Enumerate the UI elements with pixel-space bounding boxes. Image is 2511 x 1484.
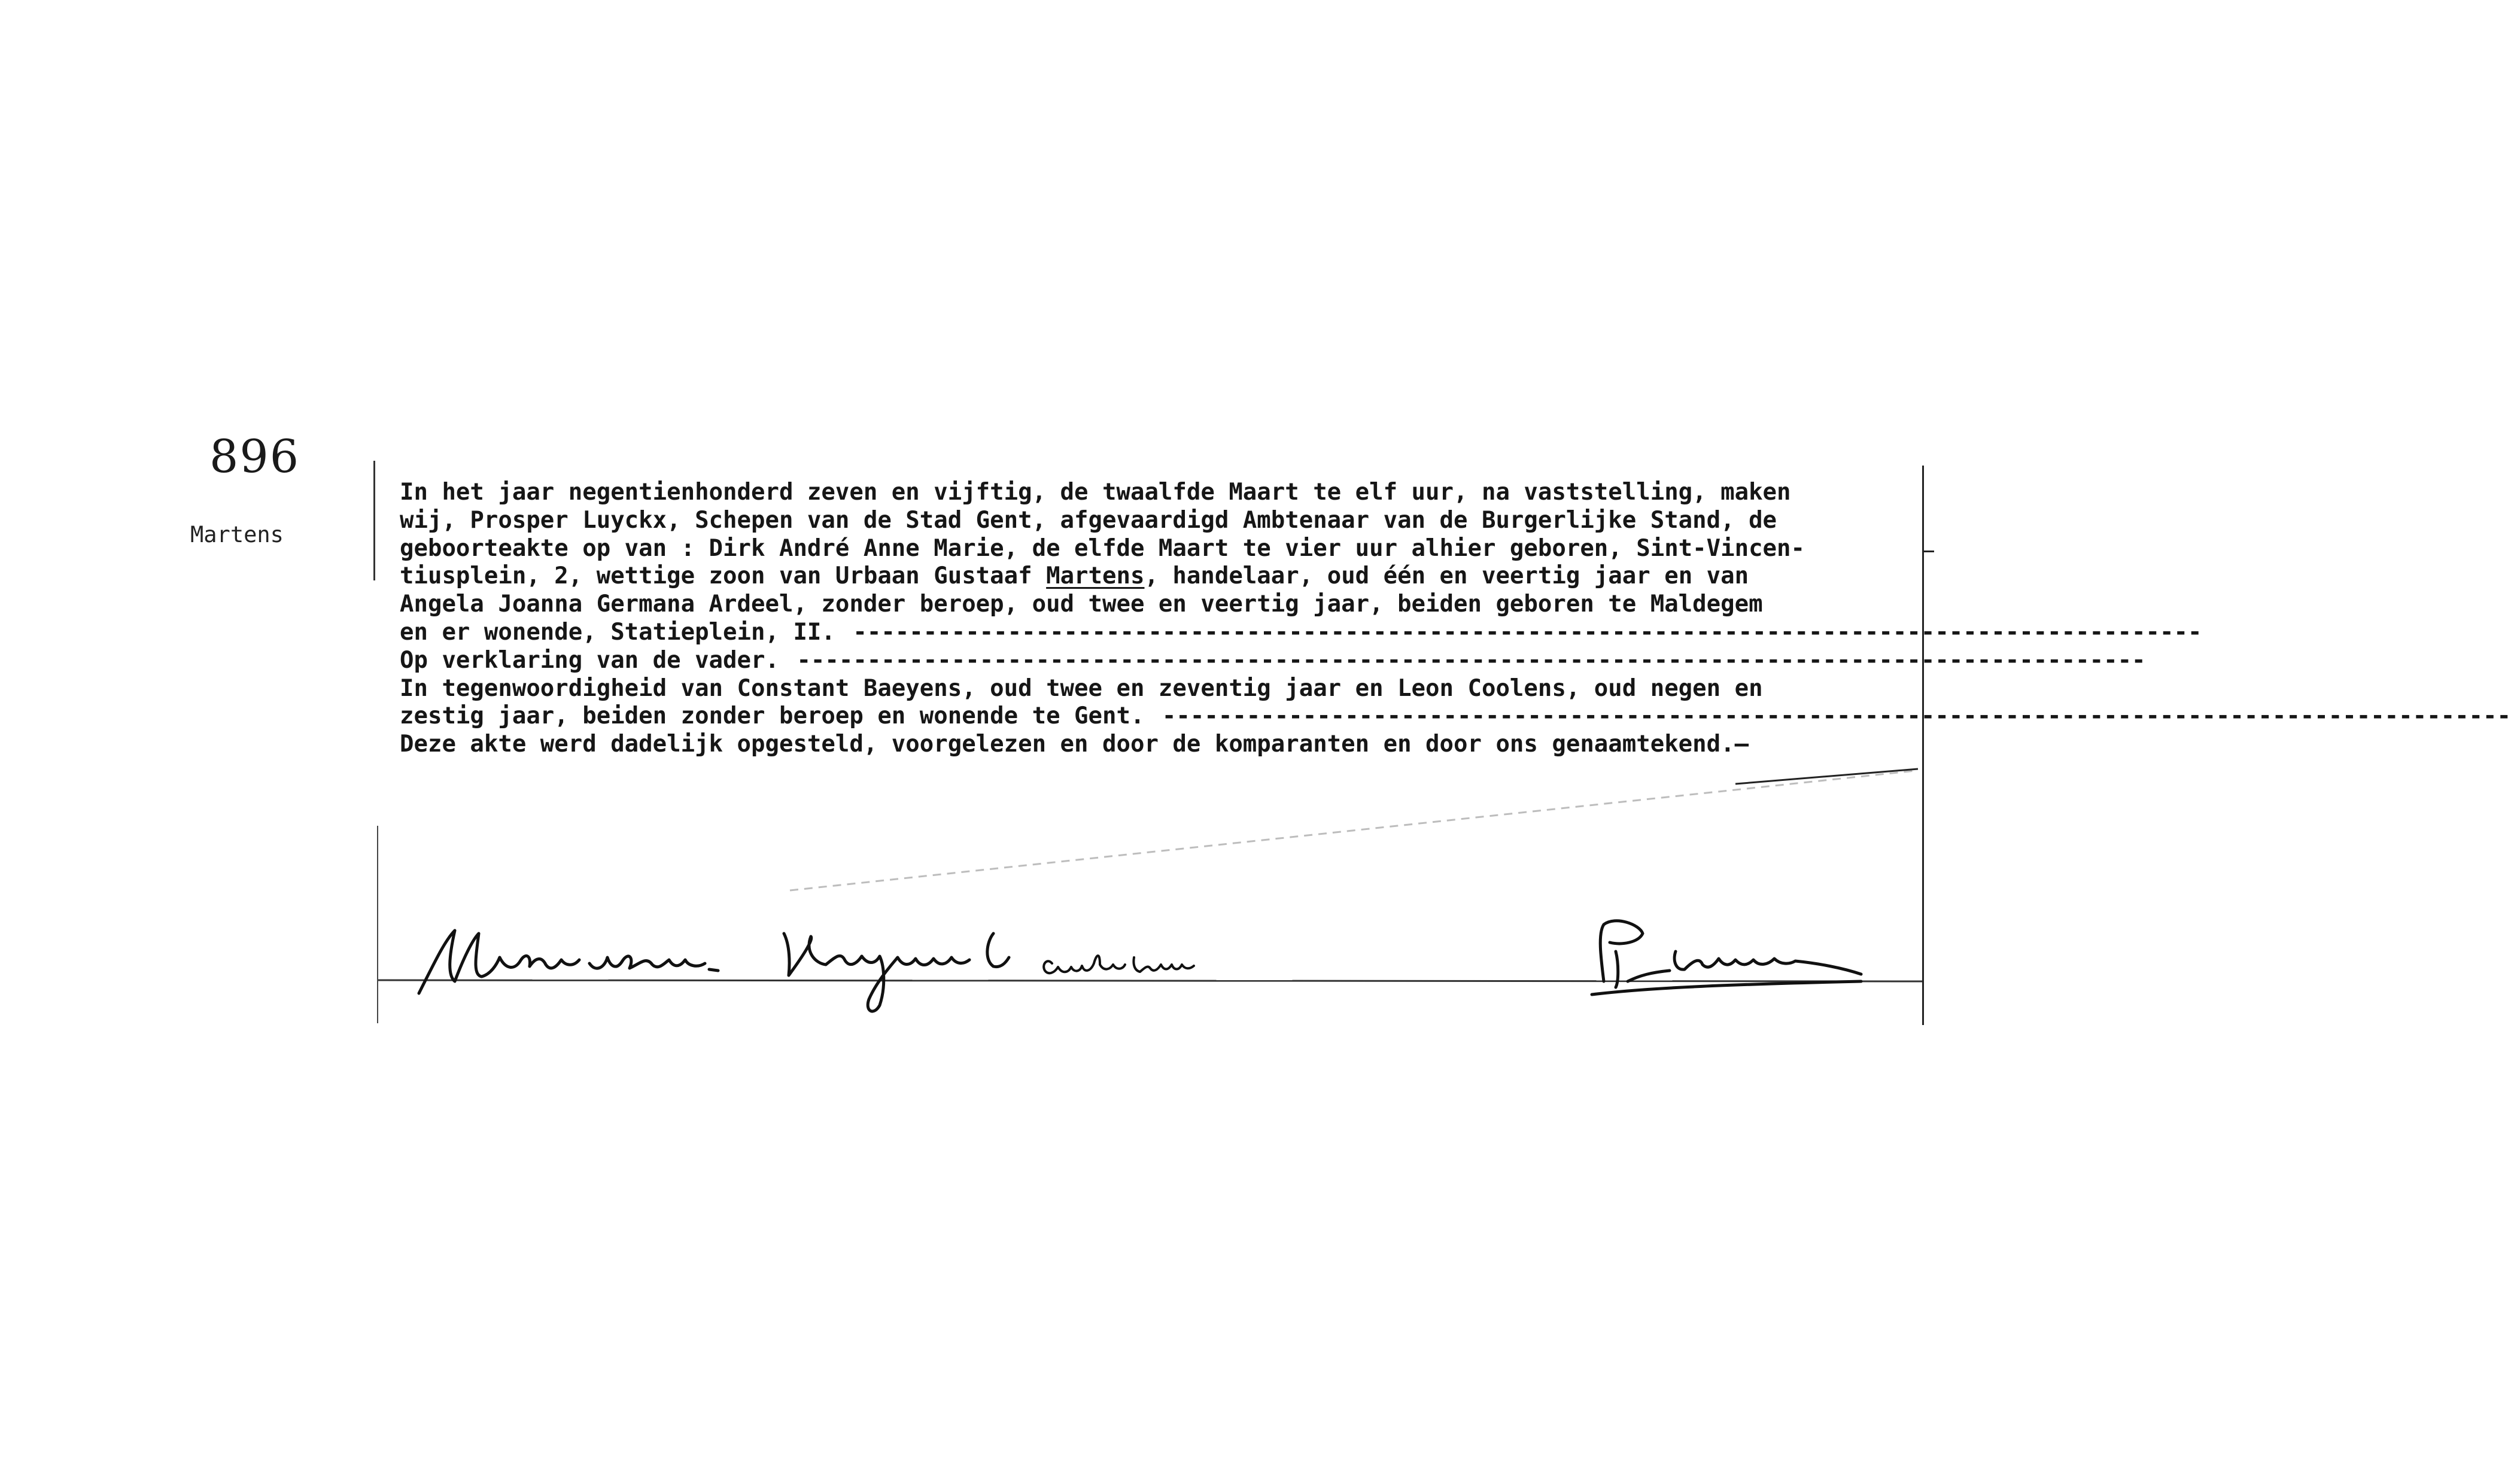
deed-line-text: geboorteakte op van : Dirk André Anne Marie, de elfde Maart te vier uur alhier geboren, Sint-Vincen- [400, 534, 1805, 562]
deed-line-text: Op verklaring van de vader. [400, 646, 794, 674]
deed-line-text: Angela Joanna Germana Ardeel, zonder beroep, oud twee en veertig jaar, beiden geboren te Maldegem [400, 591, 1763, 618]
deed-line-text: en er wonende, Statieplein, II. [400, 618, 850, 646]
closing-stroke [1735, 769, 1918, 784]
deed-line-text: Deze akte werd dadelijk opgesteld, voorgelezen en door de komparanten en door ons genaamtekend. [400, 731, 1735, 758]
deed-line-text: In het jaar negentienhonderd zeven en vijftig, de twaalfde Maart te elf uur, na vaststelling, maken [400, 479, 1791, 506]
dash-filler: ------------------------------------------------------------------------------------------------ [853, 618, 2202, 646]
deed-line-text-after: , handelaar, oud één en veertig jaar en van [1144, 562, 1749, 590]
deed-line-text: zestig jaar, beiden zonder beroep en wonende te Gent. [400, 703, 1159, 730]
deed-line-text: wij, Prosper Luyckx, Schepen van de Stad Gent, afgevaardigd Ambtenaar van de Burgerlijke Stand, de [400, 506, 1777, 534]
signature-witness-1 [784, 933, 1009, 1011]
dash-filler: ------------------------------------------------------------------------------------------------ [797, 646, 2146, 674]
margin-surname: Martens [190, 522, 284, 548]
signature-baseline [378, 980, 1922, 981]
underlined-surname: Martens [1046, 562, 1145, 590]
record-number: 896 [209, 430, 300, 483]
closing-dash: — [1734, 731, 1749, 758]
signature-witness-2 [1044, 956, 1194, 973]
deed-line-text: In tegenwoordigheid van Constant Baeyens, oud twee en zeventig jaar en Leon Coolens, oud negen en [400, 674, 1763, 702]
diagonal-closing-line [790, 771, 1915, 890]
signature-father [419, 930, 718, 993]
signature-official [1592, 921, 1861, 995]
dash-filler: ------------------------------------------------------------------------------------------------ [1162, 703, 2511, 730]
deed-line-text: tiusplein, 2, wettige zoon van Urbaan Gustaaf [400, 562, 1047, 590]
